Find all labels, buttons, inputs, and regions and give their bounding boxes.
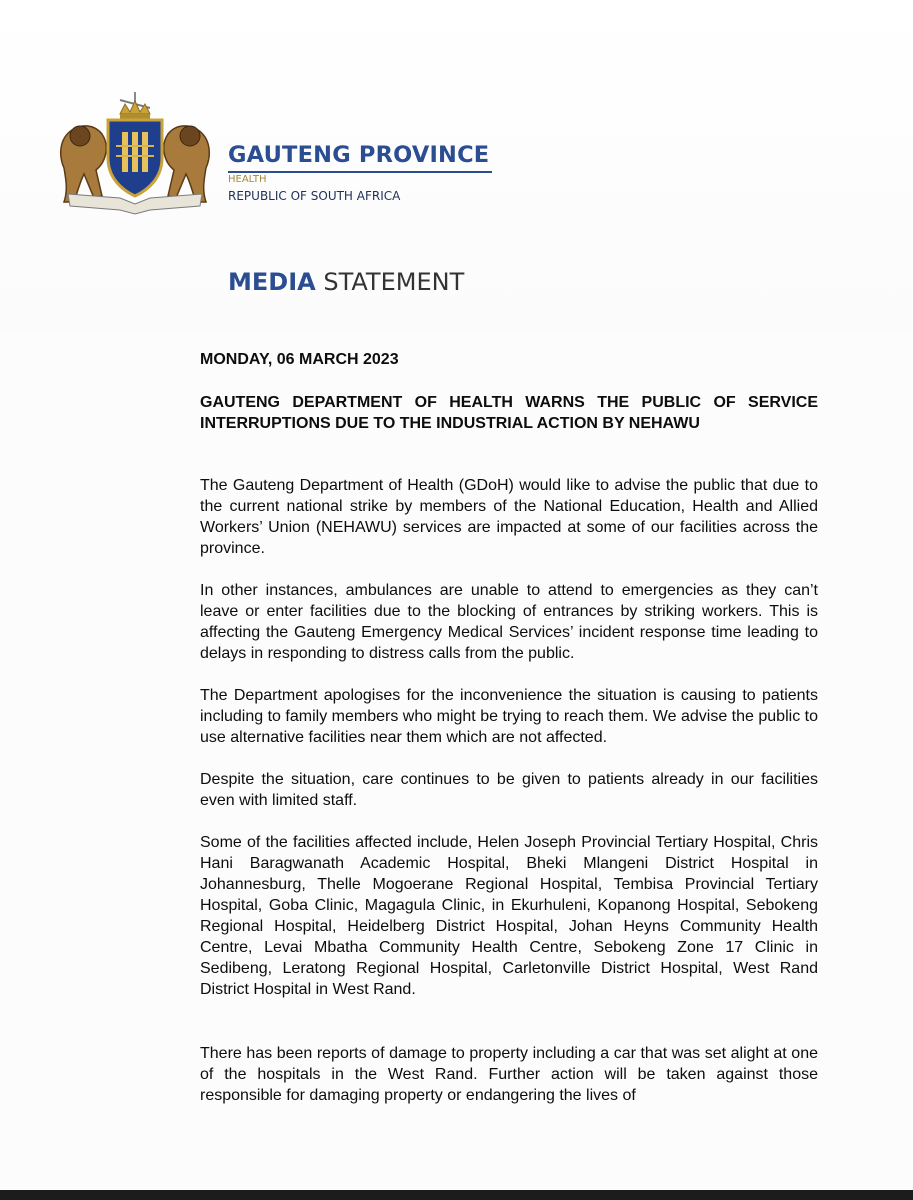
department-name: HEALTH: [228, 174, 267, 185]
document-type-bold: MEDIA: [228, 268, 316, 296]
paragraph-affected-facilities: Some of the facilities affected include, Helen Joseph Provincial Tertiary Hospital, Chris Hani Baragwanath Academic Hospital, Bheki Mlangeni District Hospital in Johannesburg, Thelle Mogoerane Regional Hospital, Tembisa Provincial Tertiary Hospital, Goba Clinic, Magagula Clinic, in Ekurhuleni, Kopanong Hospital, Sebokeng Regional Hospital, Heidelberg District Hospital, Johan Heyns Community Health Centre, Levai Mbatha Community Health Centre, Sebokeng Zone 17 Clinic in Sedibeng, Leratong Regional Hospital, Carletonville District Hospital, West Rand District Hospital in West Rand.: [200, 834, 818, 998]
brand-underline: [228, 171, 492, 173]
statement-date: MONDAY, 06 MARCH 2023: [200, 351, 399, 368]
paragraph-care-continues: Despite the situation, care continues to be given to patients already in our facilities even with limited staff.: [200, 771, 818, 809]
province-name: GAUTENG PROVINCE: [228, 142, 490, 168]
document-type-rest: STATEMENT: [315, 268, 465, 296]
coat-of-arms-icon: [50, 90, 220, 215]
country-name: REPUBLIC OF SOUTH AFRICA: [228, 189, 401, 203]
paragraph-property-damage: There has been reports of damage to property including a car that was set alight at one of the hospitals in the West Rand. Further action will be taken against those responsible for damaging property or endangering the lives of: [200, 1045, 818, 1104]
statement-headline: GAUTENG DEPARTMENT OF HEALTH WARNS THE PUBLIC OF SERVICE INTERRUPTIONS DUE TO THE INDUSTRIAL ACTION BY NEHAWU: [200, 394, 818, 432]
page-bottom-edge: [0, 1190, 913, 1200]
document-type-heading: [228, 268, 464, 296]
paragraph-ambulances: In other instances, ambulances are unable to attend to emergencies as they can’t leave or enter facilities due to the blocking of entrances by striking workers. This is affecting the Gauteng Emergency Medical Services’ incident response time leading to delays in responding to distress calls from the public.: [200, 582, 818, 662]
paragraph-service-impact: The Gauteng Department of Health (GDoH) would like to advise the public that due to the current national strike by members of the National Education, Health and Allied Workers’ Union (NEHAWU) services are impacted at some of our facilities across the province.: [200, 477, 818, 557]
paragraph-apology: The Department apologises for the inconvenience the situation is causing to patients including to family members who might be trying to reach them. We advise the public to use alternative facilities near them which are not affected.: [200, 687, 818, 746]
